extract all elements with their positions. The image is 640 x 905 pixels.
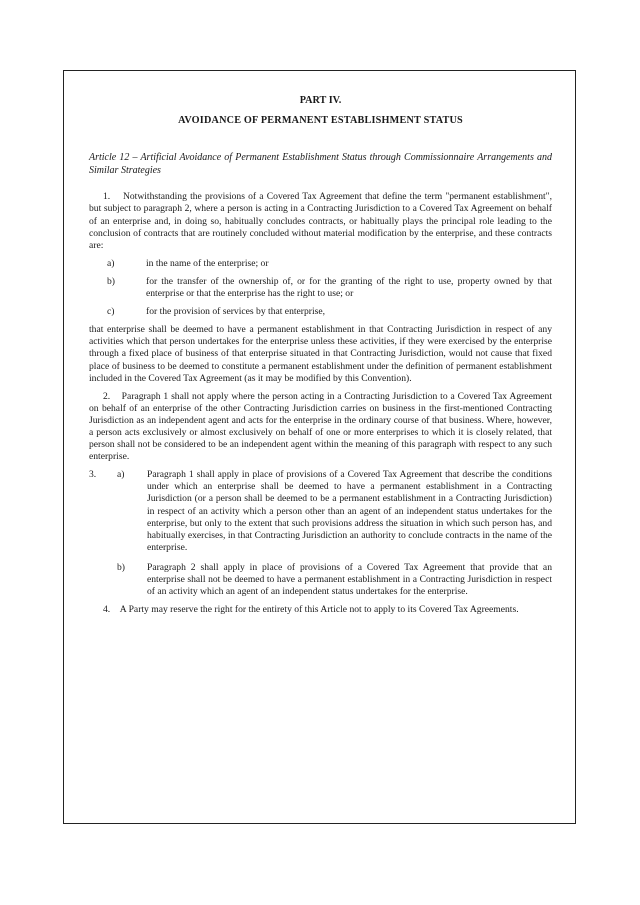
paragraph-3: [89, 469, 552, 598]
paragraph-2: [89, 391, 552, 464]
paragraph-1-text: Notwithstanding the provisions of a Covered Tax Agreement that define the term "permanent establishment", but subject to paragraph 2, where a person is acting in a Contracting Jurisdiction to a Covered Tax Agreement on behalf of an enterprise and, in doing so, habitually concludes contracts, or habitually plays the principal role leading to the conclusion of contracts that are routinely concluded without material modification by the enterprise, and these contracts are:: [89, 191, 552, 251]
list-item-label: b): [107, 275, 115, 287]
list-item: [89, 276, 552, 300]
paragraph-1: [89, 191, 552, 251]
paragraph-1-continuation: that enterprise shall be deemed to have a permanent establishment in that Contracting Jurisdiction in respect of any activities which that person undertakes for the enterprise unless these activities, if they were exercised by the enterprise through a fixed place of business of that enterprise situated in that Contracting Jurisdiction, would not cause that fixed place of business to be deemed to constitute a permanent establishment under the definition of permanent establishment included in the Covered Tax Agreement (as it may be modified by this Convention).: [89, 324, 552, 384]
part-title: AVOIDANCE OF PERMANENT ESTABLISHMENT STATUS: [178, 115, 463, 127]
list-item: [89, 258, 552, 270]
list-item-text: Paragraph 1 shall apply in place of provisions of a Covered Tax Agreement that describe the conditions under which an enterprise shall be deemed to have a permanent establishment in a Contracting Jurisdiction (or a person shall be deemed to be a permanent establishment in a Contracting Jurisdiction) in respect of an activity which a person other than an agent of an independent status undertakes for the enterprise, but only to the extent that such provisions address the situation in which such person has, and habitually exercises, in that Contracting Jurisdiction an authority to conclude contracts in the name of the enterprise.: [147, 469, 552, 553]
article-title: Article 12 – Artificial Avoidance of Permanent Establishment Status through Commissionnaire Arrangements and Similar Strategies: [89, 152, 552, 176]
paragraph-4-text: A Party may reserve the right for the entirety of this Article not to apply to its Covered Tax Agreements.: [119, 604, 519, 616]
list-item: [117, 562, 552, 598]
list-item-label: c): [107, 306, 115, 318]
list-item: [117, 469, 552, 554]
document-body: [89, 95, 552, 616]
list-item-label: a): [107, 257, 115, 269]
list-item-text: for the transfer of the ownership of, or for the granting of the right to use, property owned by that enterprise or that the enterprise has the right to use; or: [146, 275, 552, 300]
list-item-text: for the provision of services by that enterprise,: [146, 306, 326, 318]
paragraph-2-number: 2.: [103, 390, 111, 402]
paragraph-2-text: Paragraph 1 shall not apply where the person acting in a Contracting Jurisdiction to a Covered Tax Agreement on behalf of an enterprise of the other Contracting Jurisdiction carries on business in the first-mentioned Contracting Jurisdiction as an independent agent and acts for the enterprise in the ordinary course of that business. Where, however, a person acts exclusively or almost exclusively on behalf of one or more enterprises to which it is closely related, that person shall not be considered to be an independent agent within the meaning of this paragraph with respect to any such enterprise.: [89, 390, 553, 463]
paragraph-4-number: 4.: [103, 604, 111, 616]
paragraph-3-number: 3.: [89, 469, 97, 481]
list-item-label: b): [117, 561, 125, 573]
paragraph-1-number: 1.: [103, 191, 111, 203]
part-label: PART IV.: [299, 95, 342, 106]
paragraph-1-items: [89, 258, 552, 318]
paragraph-4: [89, 604, 552, 616]
list-item-text: Paragraph 2 shall apply in place of provisions of a Covered Tax Agreement that provide that an enterprise shall not be deemed to have a permanent establishment in a Contracting Jurisdiction in respect of an activity which an agent of an independent status undertakes for the enterprise.: [147, 561, 552, 598]
list-item-label: a): [117, 469, 125, 481]
list-item: [89, 306, 552, 318]
paragraph-3-items: [117, 469, 552, 598]
list-item-text: in the name of the enterprise; or: [146, 257, 269, 269]
